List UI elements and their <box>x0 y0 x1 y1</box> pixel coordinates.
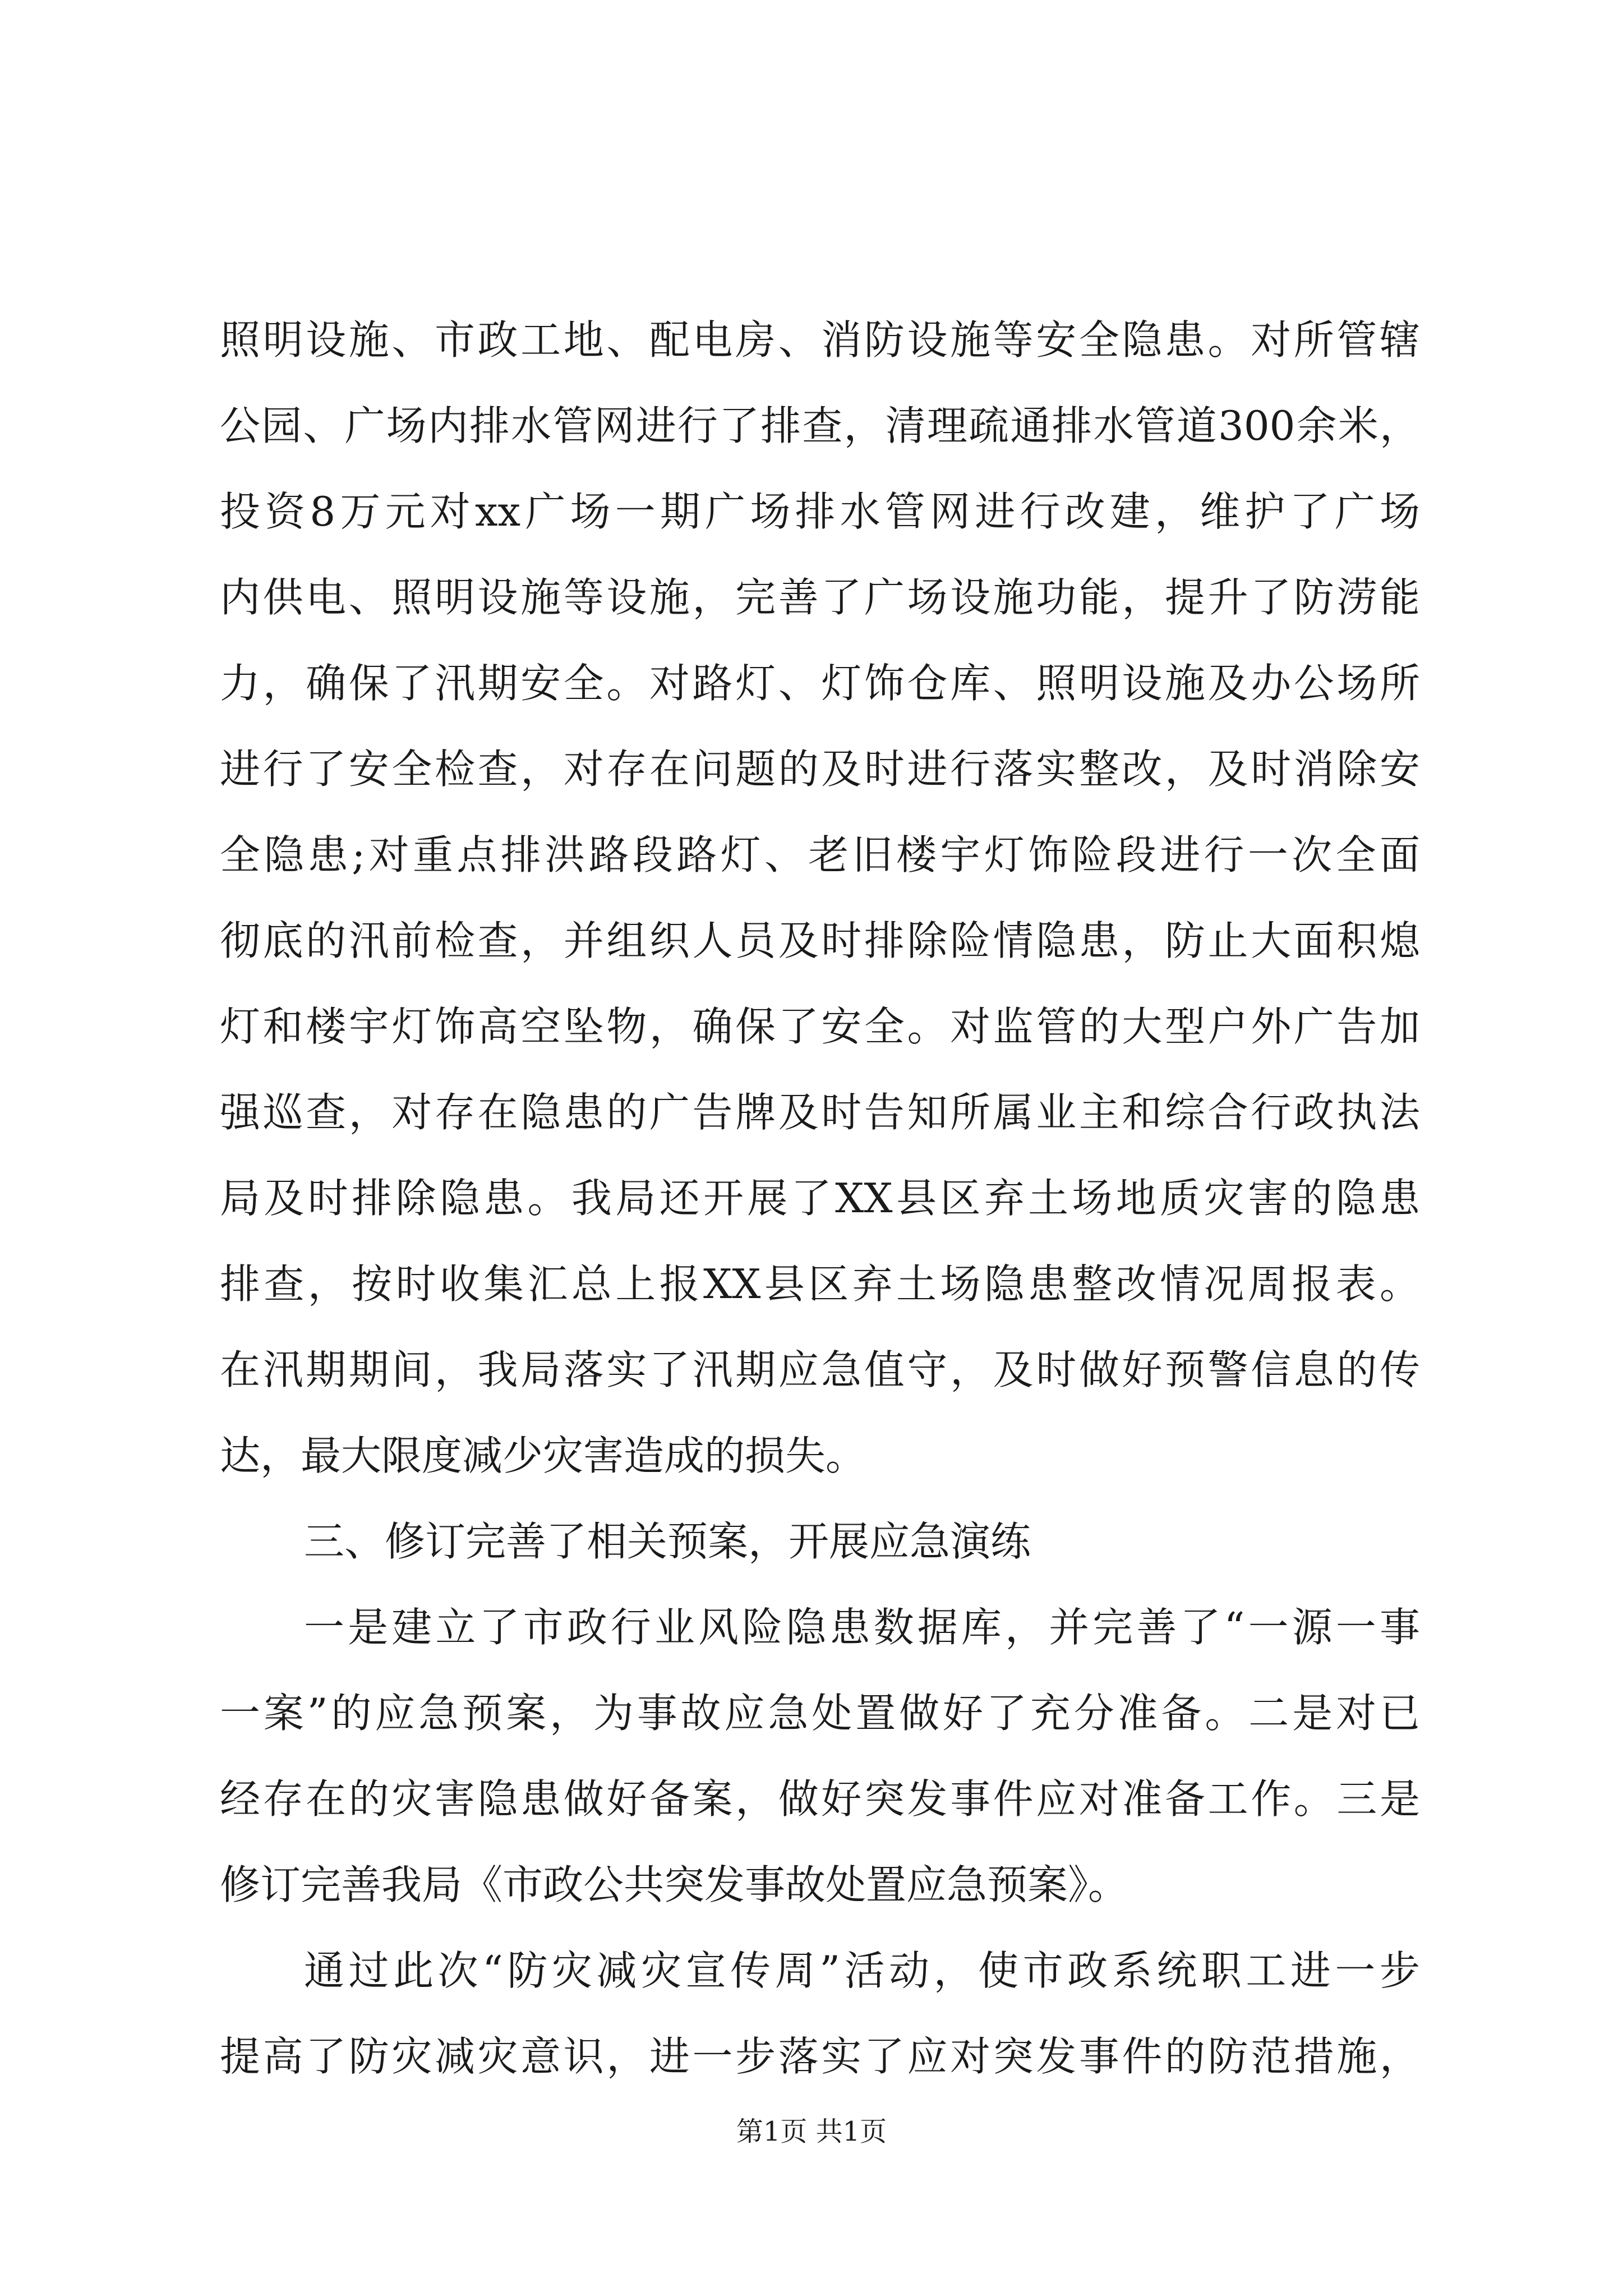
body-line: 公园、广场内排水管网进行了排查，清理疏通排水管道300余米， <box>220 402 1420 449</box>
body-line: 一案”的应急预案，为事故应急处置做好了充分准备。二是对已 <box>220 1690 1420 1737</box>
body-line: 内供电、照明设施等设施，完善了广场设施功能，提升了防涝能 <box>220 574 1420 621</box>
body-line: 灯和楼宇灯饰高空坠物，确保了安全。对监管的大型户外广告加 <box>220 1003 1420 1050</box>
body-line: 通过此次“防灾减灾宣传周”活动，使市政系统职工进一步 <box>304 1947 1420 1994</box>
body-line: 全隐患;对重点排洪路段路灯、老旧楼宇灯饰险段进行一次全面 <box>220 831 1420 878</box>
body-line: 修订完善我局《市政公共突发事故处置应急预案》。 <box>220 1861 1129 1908</box>
body-line: 投资8万元对xx广场一期广场排水管网进行改建，维护了广场 <box>220 488 1420 535</box>
body-line: 力，确保了汛期安全。对路灯、灯饰仓库、照明设施及办公场所 <box>220 660 1420 707</box>
body-line: 一是建立了市政行业风险隐患数据库，并完善了“一源一事 <box>304 1604 1420 1651</box>
document-body <box>220 297 1420 2100</box>
body-line: 彻底的汛前检查，并组织人员及时排除险情隐患，防止大面积熄 <box>220 917 1420 964</box>
page-footer <box>0 2115 1623 2148</box>
body-line: 照明设施、市政工地、配电房、消防设施等安全隐患。对所管辖 <box>220 316 1420 364</box>
section-heading: 三、修订完善了相关预案，开展应急演练 <box>304 1518 1031 1565</box>
body-line: 达，最大限度减少灾害造成的损失。 <box>220 1432 866 1479</box>
page-number-label: 第1页 共1页 <box>736 2116 887 2147</box>
body-line: 排查，按时收集汇总上报XX县区弃土场隐患整改情况周报表。 <box>220 1260 1420 1308</box>
body-line: 在汛期期间，我局落实了汛期应急值守，及时做好预警信息的传 <box>220 1346 1420 1393</box>
body-line: 强巡查，对存在隐患的广告牌及时告知所属业主和综合行政执法 <box>220 1089 1420 1136</box>
body-line: 进行了安全检查，对存在问题的及时进行落实整改，及时消除安 <box>220 746 1420 793</box>
body-line: 局及时排除隐患。我局还开展了XX县区弃土场地质灾害的隐患 <box>220 1175 1420 1222</box>
body-line: 提高了防灾减灾意识，进一步落实了应对突发事件的防范措施， <box>220 2033 1420 2080</box>
body-line: 经存在的灾害隐患做好备案，做好突发事件应对准备工作。三是 <box>220 1775 1420 1823</box>
